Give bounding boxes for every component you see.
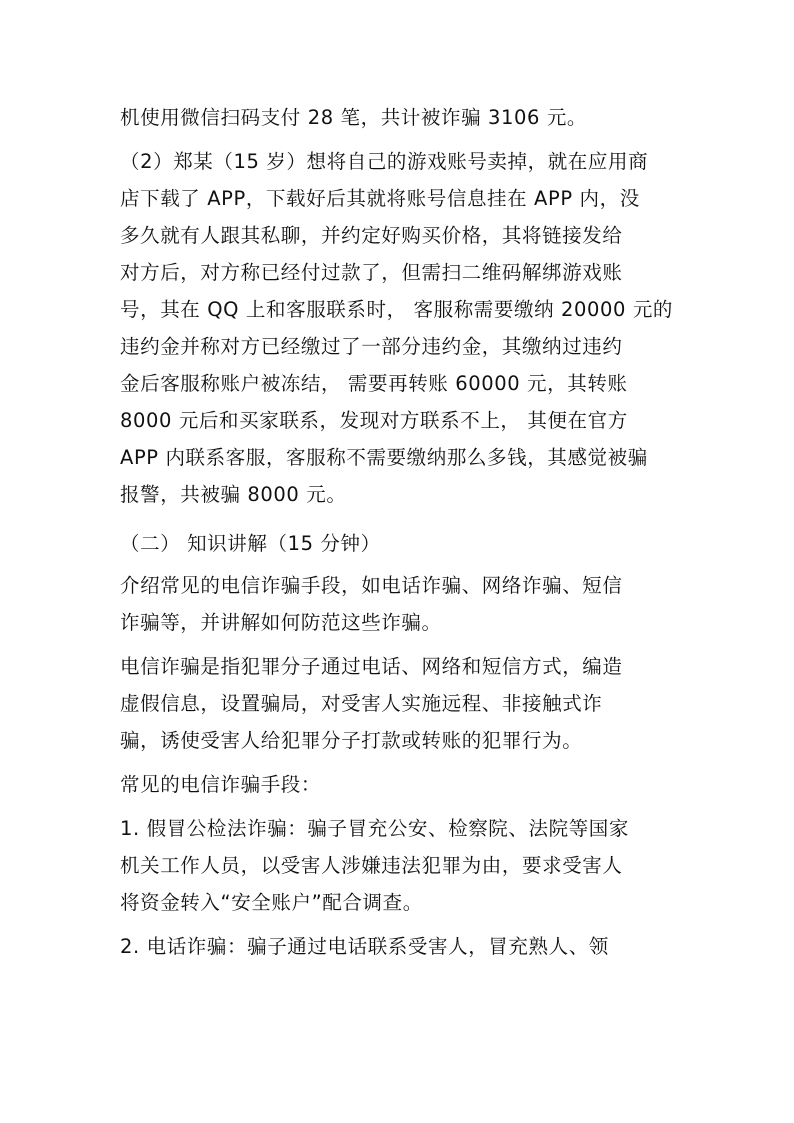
list-item: 1. 假冒公检法诈骗：骗子冒充公安、检察院、法院等国家 [120, 817, 630, 840]
text-line: 多久就有人跟其私聊，并约定好购买价格，其将链接发给 [120, 224, 623, 247]
text-line: 报警，共被骗 8000 元。 [120, 483, 347, 506]
list-item: 2. 电话诈骗：骗子通过电话联系受害人，冒充熟人、领 [120, 935, 609, 958]
text-line: 诈骗等，并讲解如何防范这些诈骗。 [120, 611, 442, 634]
text-line: 电信诈骗是指犯罪分子通过电话、网络和短信方式，编造 [120, 655, 623, 678]
text-line: 将资金转入“安全账户”配合调查。 [120, 891, 423, 914]
text-line: 店下载了 APP，下载好后其就将账号信息挂在 APP 内，没 [120, 187, 640, 210]
text-line: 机关工作人员，以受害人涉嫌违法犯罪为由，要求受害人 [120, 854, 623, 877]
text-line: 对方后，对方称已经付过款了，但需扫二维码解绑游戏账 [120, 261, 623, 284]
text-line: 虚假信息，设置骗局，对受害人实施远程、非接触式诈 [120, 692, 603, 715]
text-line: 骗，诱使受害人给犯罪分子打款或转账的犯罪行为。 [120, 729, 583, 752]
text-line: 违约金并称对方已经缴过了一部分违约金，其缴纳过违约 [120, 335, 623, 358]
text-line: 号，其在 QQ 上和客服联系时， 客服称需要缴纳 20000 元的 [120, 298, 674, 321]
text-line: 常见的电信诈骗手段： [120, 773, 322, 796]
text-line: 金后客服称账户被冻结， 需要再转账 60000 元，其转账 [120, 372, 628, 395]
text-line: APP 内联系客服，客服称不需要缴纳那么多钱，其感觉被骗 [120, 446, 648, 469]
text-line: 机使用微信扫码支付 28 笔，共计被诈骗 3106 元。 [120, 106, 588, 129]
text-line: 8000 元后和买家联系，发现对方联系不上， 其便在官方 [120, 409, 628, 432]
text-line: （2）郑某（15 岁）想将自己的游戏账号卖掉，就在应用商 [120, 150, 649, 173]
text-line: 介绍常见的电信诈骗手段，如电话诈骗、网络诈骗、短信 [120, 574, 623, 597]
section-heading: （二） 知识讲解（15 分钟） [120, 532, 381, 555]
